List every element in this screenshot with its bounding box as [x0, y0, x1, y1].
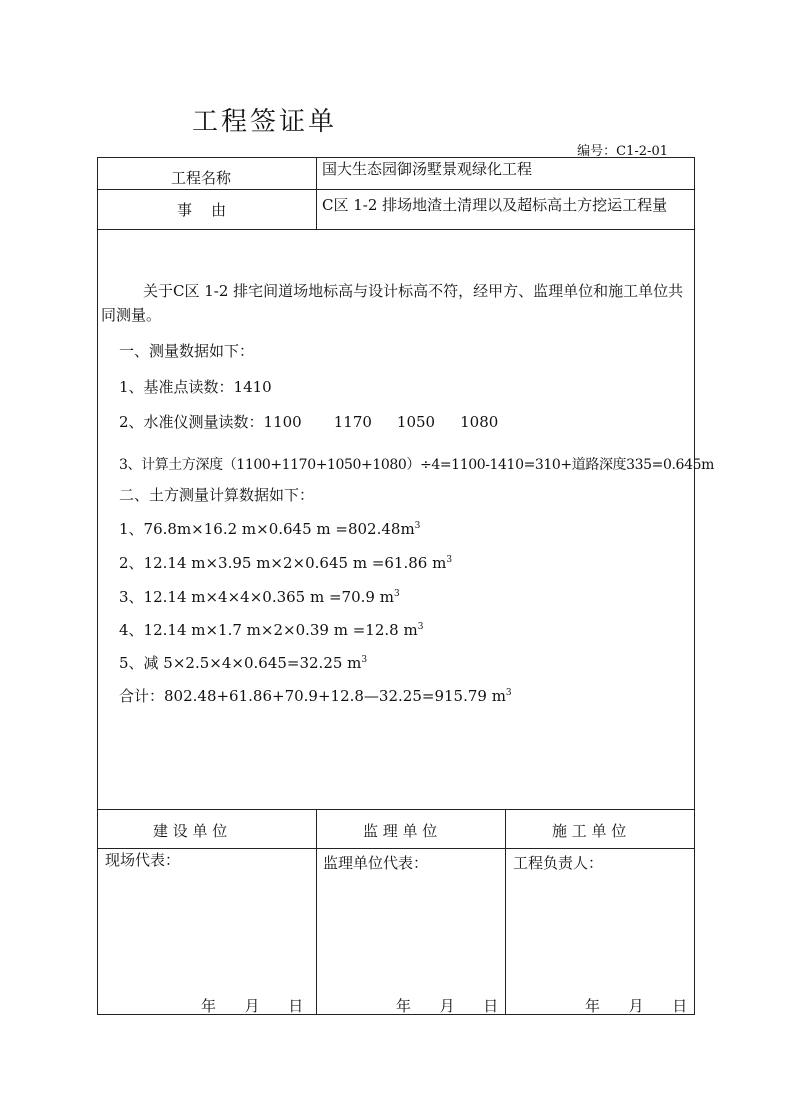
row-divider — [97, 809, 695, 810]
row-divider — [97, 189, 695, 190]
reason-value: C区 1-2 排场地渣土清理以及超标高土方挖运工程量 — [322, 196, 668, 214]
supervision-representative-label: 监理单位代表： — [323, 854, 429, 872]
page-title: 工程签证单 — [192, 107, 338, 137]
document-number: 编号：C1-2-01 — [577, 144, 668, 159]
supervision-unit-header: 监 理 单 位 — [363, 822, 438, 840]
column-divider — [505, 809, 506, 1015]
benchmark-reading: 1、基准点读数：1410 — [119, 378, 272, 396]
row-divider — [97, 848, 695, 849]
depth-calculation: 3、计算土方深度（1100+1170+1050+1080）÷4=1100-1410=310+道路深度335=0.645m — [119, 457, 714, 473]
column-divider — [316, 157, 317, 229]
project-name-value: 国大生态园御汤墅景观绿化工程 — [322, 160, 533, 178]
level-readings-label: 2、水准仪测量读数： — [119, 413, 264, 431]
section-heading: 二、土方测量计算数据如下： — [119, 486, 315, 504]
owner-representative-label: 现场代表： — [105, 851, 181, 869]
reason-label: 事 由 — [177, 201, 227, 219]
project-name-label: 工程名称 — [171, 169, 232, 187]
construction-manager-label: 工程负责人： — [513, 854, 604, 872]
intro-paragraph: 关于C区 1-2 排宅间道场地标高与设计标高不符，经甲方、监理单位和施工单位共同测量。 — [101, 282, 684, 324]
row-divider — [97, 229, 695, 230]
construction-sign-date: 年 月 日 — [585, 997, 688, 1015]
total-line: 合计：802.48+61.86+70.9+12.8—32.25=915.79 $m^3$ — [119, 687, 512, 705]
construction-unit-header: 施 工 单 位 — [552, 822, 627, 840]
table-border-left — [97, 157, 98, 1015]
section-heading: 一、测量数据如下： — [119, 342, 255, 360]
calc-line: 4、12.14 m×1.7 m×2×0.39 m =12.8 $m^3$ — [119, 621, 424, 639]
table-border-right — [694, 157, 695, 1015]
reading-value: 1050 — [396, 413, 436, 431]
visa-form-table — [97, 157, 714, 1015]
supervision-sign-date: 年 月 日 — [396, 997, 499, 1015]
calc-line: 1、76.8m×16.2 m×0.645 $m =802.48m^3$ — [119, 520, 421, 538]
owner-sign-date: 年 月 日 — [201, 997, 304, 1015]
calc-line: 3、12.14 m×4×4×0.365 m =70.9 $m^3$ — [119, 588, 400, 606]
calc-line: 5、减 5×2.5×4×0.645=32.25 $m^3$ — [119, 654, 368, 672]
reading-value: 1100 — [263, 413, 302, 431]
calc-line: 2、12.14 m×3.95 m×2×0.645 m =61.86 $m^3$ — [119, 554, 453, 572]
level-readings — [119, 411, 498, 432]
reading-value: 1170 — [333, 413, 372, 431]
owner-unit-header: 建 设 单 位 — [153, 822, 228, 840]
reading-value: 1080 — [460, 413, 499, 431]
column-divider — [316, 809, 317, 1015]
